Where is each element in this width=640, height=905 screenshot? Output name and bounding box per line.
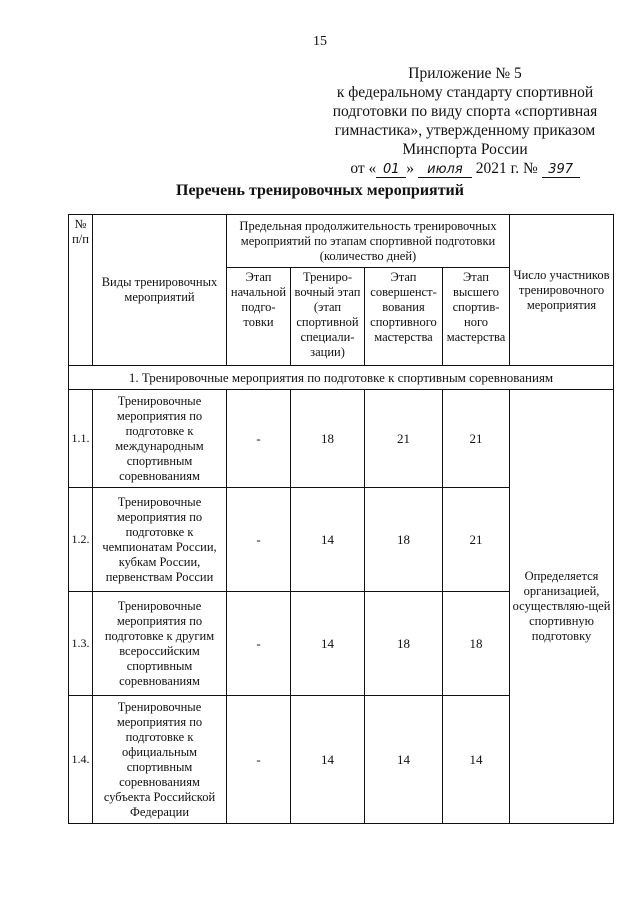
row-kind: Тренировочные мероприятия по подготовке к международным спортивным соревнованиям [93,390,227,488]
value-initial: - [227,592,291,696]
value-training: 14 [291,488,365,592]
header-stage-training: Трениро-вочный этап (этап спортивной специали-зации) [291,268,365,366]
handwritten-month: июля [418,163,472,178]
document-title: Перечень тренировочных мероприятий [176,182,464,199]
value-higher: 21 [443,488,510,592]
annex-line: подготовки по виду спорта «спортивная [332,103,598,120]
value-training: 14 [291,696,365,824]
value-higher: 14 [443,696,510,824]
annex-header [330,64,600,178]
handwritten-order-number: 397 [542,163,580,178]
header-stage-initial: Этап начальной подго-товки [227,268,291,366]
row-number: 1.1. [69,390,93,488]
page-number: 15 [313,34,327,49]
annex-line: гимнастика», утвержденному приказом [334,122,596,139]
header-participants: Число участников тренировочного мероприятия [510,215,614,366]
participants-value: Определяется организацией, осуществляю-щей спортивную подготовку [510,390,614,824]
value-improvement: 18 [365,592,443,696]
value-initial: - [227,696,291,824]
annex-line: Минспорта России [402,141,528,158]
row-kind: Тренировочные мероприятия по подготовке к другим всероссийским спортивным соревнованиям [93,592,227,696]
value-improvement: 14 [365,696,443,824]
value-higher: 21 [443,390,510,488]
annex-date-line [330,159,600,178]
annex-line: к федеральному стандарту спортивной [336,84,594,101]
header-duration: Предельная продолжительность тренировочных мероприятий по этапам спортивной подготовки (количество дней) [227,215,510,268]
value-training: 18 [291,390,365,488]
date-year: 2021 г. № [475,160,538,177]
annex-title: Приложение № 5 [408,65,522,82]
value-initial: - [227,390,291,488]
value-improvement: 21 [365,390,443,488]
value-training: 14 [291,592,365,696]
header-stage-improvement: Этап совершенст-вования спортивного мастерства [365,268,443,366]
header-kind: Виды тренировочных мероприятий [93,215,227,366]
header-num: № п/п [69,215,93,366]
row-number: 1.4. [69,696,93,824]
row-number: 1.3. [69,592,93,696]
value-higher: 18 [443,592,510,696]
row-number: 1.2. [69,488,93,592]
table-row [69,390,614,488]
training-events-table [68,214,614,824]
section-title: 1. Тренировочные мероприятия по подготовке к спортивным соревнованиям [69,366,614,390]
date-prefix: от « [350,160,377,177]
value-improvement: 18 [365,488,443,592]
header-stage-higher: Этап высшего спортив-ного мастерства [443,268,510,366]
date-mid: » [406,160,415,177]
handwritten-day: 01 [376,163,406,178]
row-kind: Тренировочные мероприятия по подготовке к чемпионатам России, кубкам России, первенствам России [93,488,227,592]
value-initial: - [227,488,291,592]
row-kind: Тренировочные мероприятия по подготовке к официальным спортивным соревнованиям субъекта Российской Федерации [93,696,227,824]
